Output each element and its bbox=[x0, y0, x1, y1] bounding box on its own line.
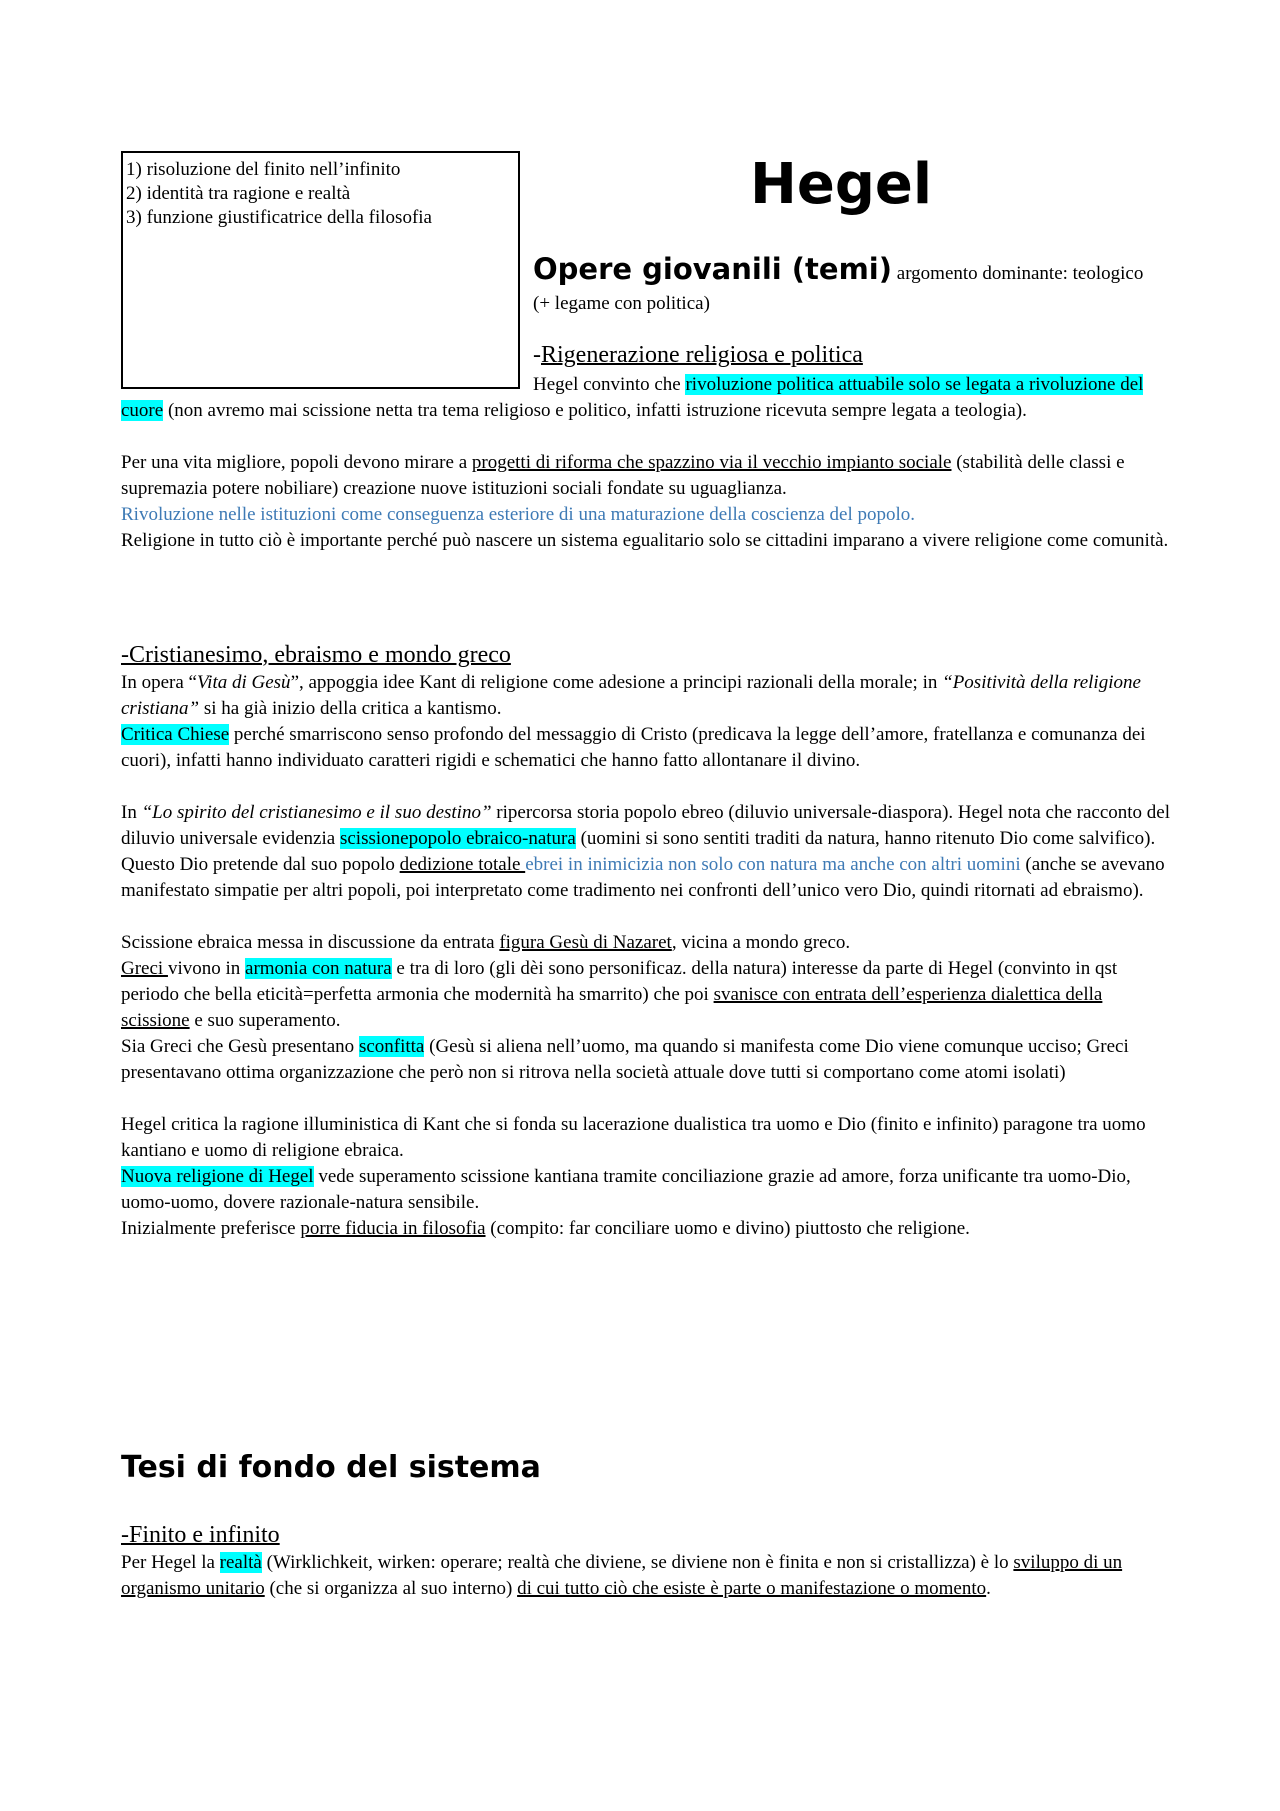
text-run: In bbox=[121, 802, 142, 823]
text-run: vivono in bbox=[167, 958, 246, 979]
text-run: Per una vita migliore, popoli devono mirare a bbox=[121, 452, 472, 473]
text-run: (compito: far conciliare uomo e divino) piuttosto che religione. bbox=[485, 1218, 970, 1239]
text-run: (non avremo mai scissione netta tra tema religioso e politico, infatti istruzione ricevuta sempre legata a teologia). bbox=[163, 400, 1027, 421]
italic-run: Vita di Gesù bbox=[196, 672, 291, 693]
highlight: scissionepopolo ebraico-natura bbox=[339, 828, 576, 849]
summary-item: 1) risoluzione del finito nell’infinito bbox=[126, 159, 401, 180]
finito-heading: -Finito e infinito bbox=[121, 1522, 280, 1548]
text-run: si ha già inizio della critica a kantismo. bbox=[199, 698, 502, 719]
opere-lead: argomento dominante: teologico (+ legame con politica) bbox=[533, 263, 1144, 314]
page-title: Hegel bbox=[750, 152, 933, 217]
text-run: Sia Greci che Gesù presentano bbox=[121, 1036, 359, 1057]
text-run: (che si organizza al suo interno) bbox=[264, 1578, 518, 1599]
rigenerazione-body bbox=[121, 450, 1171, 554]
underline-run: porre fiducia in filosofia bbox=[300, 1218, 486, 1239]
text-run: Hegel convinto che bbox=[533, 374, 686, 395]
paragraph bbox=[121, 1550, 1171, 1602]
rigenerazione-heading: Rigenerazione religiosa e politica bbox=[541, 342, 863, 368]
rigenerazione-p1 bbox=[121, 372, 1171, 424]
rigenerazione-heading-wrap: -Rigenerazione religiosa e politica bbox=[533, 342, 863, 368]
underline-run: progetti di riforma che spazzino via il vecchio impianto sociale bbox=[471, 452, 952, 473]
underline-run: figura Gesù di Nazaret bbox=[499, 932, 672, 953]
underline-run: di cui tutto ciò che esiste è parte o manifestazione o momento bbox=[517, 1578, 987, 1599]
text-run: Scissione ebraica messa in discussione da entrata bbox=[121, 932, 500, 953]
underline-run: Greci bbox=[121, 958, 168, 979]
italic-run: “Positività della religione cristiana” bbox=[121, 672, 1141, 719]
paragraph bbox=[121, 670, 1171, 722]
paragraph: Religione in tutto ciò è importante perché può nascere un sistema egualitario solo se cittadini imparano a vivere religione come comunità. bbox=[121, 530, 1169, 551]
cristianesimo-section bbox=[121, 640, 1171, 1242]
paragraph: Hegel critica la ragione illuministica di Kant che si fonda su lacerazione dualistica tra uomo e Dio (finito e infinito) paragone tra uomo kantiano e uomo di religione ebraica. bbox=[121, 1114, 1146, 1161]
paragraph bbox=[121, 1216, 1171, 1242]
text-run: (anche se avevano manifestato simpatie per altri popoli, poi interpretato come tradimento nei confronti dell’unico vero Dio, quindi ritornati ad ebraismo). bbox=[121, 854, 1165, 901]
paragraph bbox=[121, 450, 1171, 502]
paragraph bbox=[121, 722, 1171, 774]
paragraph bbox=[121, 1034, 1171, 1086]
text-run: (uomini si sono sentiti traditi da natura, hanno ritenuto Dio come salvifico). bbox=[575, 828, 1156, 849]
opere-heading: Opere giovanili (temi) bbox=[533, 252, 893, 286]
underline-run: dedizione totale bbox=[399, 854, 526, 875]
paragraph bbox=[121, 1164, 1171, 1216]
text-run: Per Hegel la bbox=[121, 1552, 220, 1573]
cristianesimo-heading: -Cristianesimo, ebraismo e mondo greco bbox=[121, 642, 511, 668]
paragraph bbox=[121, 930, 1171, 956]
text-run: Questo Dio pretende dal suo popolo bbox=[121, 854, 400, 875]
paragraph bbox=[121, 852, 1171, 904]
blue-run: ebrei in inimicizia non solo con natura ma anche con altri uomini bbox=[525, 854, 1021, 875]
tesi-heading: Tesi di fondo del sistema bbox=[121, 1450, 541, 1485]
text-run: Inizialmente preferisce bbox=[121, 1218, 301, 1239]
summary-item: 2) identità tra ragione e realtà bbox=[126, 183, 351, 204]
highlight: sconfitta bbox=[358, 1036, 425, 1057]
blue-paragraph: Rivoluzione nelle istituzioni come conseguenza esteriore di una maturazione della coscienza del popolo. bbox=[121, 504, 916, 525]
underline-run: svanisce con entrata dell’esperienza dialettica della scissione bbox=[121, 984, 1103, 1031]
text-run: vede superamento scissione kantiana tramite conciliazione grazie ad amore, forza unificante tra uomo-Dio, uomo-uomo, dovere razionale-natura sensibile. bbox=[121, 1166, 1131, 1213]
paragraph bbox=[121, 956, 1171, 1034]
text-run: In opera “ bbox=[121, 672, 197, 693]
highlight: Nuova religione di Hegel bbox=[121, 1166, 314, 1187]
text-run: e tra di loro (gli dèi sono personificaz. della natura) interesse da parte di Hegel (convinto in qst periodo che bella eticità=perfetta armonia che modernità ha smarrito) che poi bbox=[121, 958, 1118, 1005]
text-run: , vicina a mondo greco. bbox=[671, 932, 851, 953]
text-run: (Gesù si aliena nell’uomo, ma quando si manifesta come Dio viene comunque ucciso; Greci presentavano ottima organizzazione che però non si ritrova nella società attuale dove tutti si comportano come atomi isolati) bbox=[121, 1036, 1129, 1083]
text-run: perché smarriscono senso profondo del messaggio di Cristo (predicava la legge dell’amore, fratellanza e comunanza dei cuori), infatti hanno individuato caratteri rigidi e schematici che hanno fatto allontanare il divino. bbox=[121, 724, 1146, 771]
text-run: (Wirklichkeit, wirken: operare; realtà che diviene, se diviene non è finita e non si cristallizza) è lo bbox=[261, 1552, 1014, 1573]
text-run: . bbox=[986, 1578, 991, 1599]
text-run: (stabilità delle classi e supremazia potere nobiliare) creazione nuove istituzioni sociali fondate su uguaglianza. bbox=[121, 452, 1125, 499]
underline-run: sviluppo di un organismo unitario bbox=[121, 1552, 1123, 1599]
summary-item: 3) funzione giustificatrice della filosofia bbox=[126, 207, 432, 228]
text-run: ”, appoggia idee Kant di religione come adesione a principi razionali della morale; in bbox=[290, 672, 943, 693]
highlight: realtà bbox=[219, 1552, 262, 1573]
italic-run: “Lo spirito del cristianesimo e il suo destino” bbox=[141, 802, 492, 823]
highlight: Critica Chiese bbox=[121, 724, 230, 745]
highlight: rivoluzione politica attuabile solo se legata a rivoluzione del cuore bbox=[121, 374, 1144, 421]
opere-intro bbox=[533, 254, 1163, 319]
paragraph bbox=[121, 800, 1171, 852]
text-run: e suo superamento. bbox=[189, 1010, 341, 1031]
summary-box bbox=[121, 151, 520, 389]
text-run: ripercorsa storia popolo ebreo (diluvio universale-diaspora). Hegel nota che racconto del diluvio universale evidenzia bbox=[121, 802, 1170, 849]
highlight: armonia con natura bbox=[245, 958, 392, 979]
tesi-section bbox=[121, 1520, 1171, 1602]
